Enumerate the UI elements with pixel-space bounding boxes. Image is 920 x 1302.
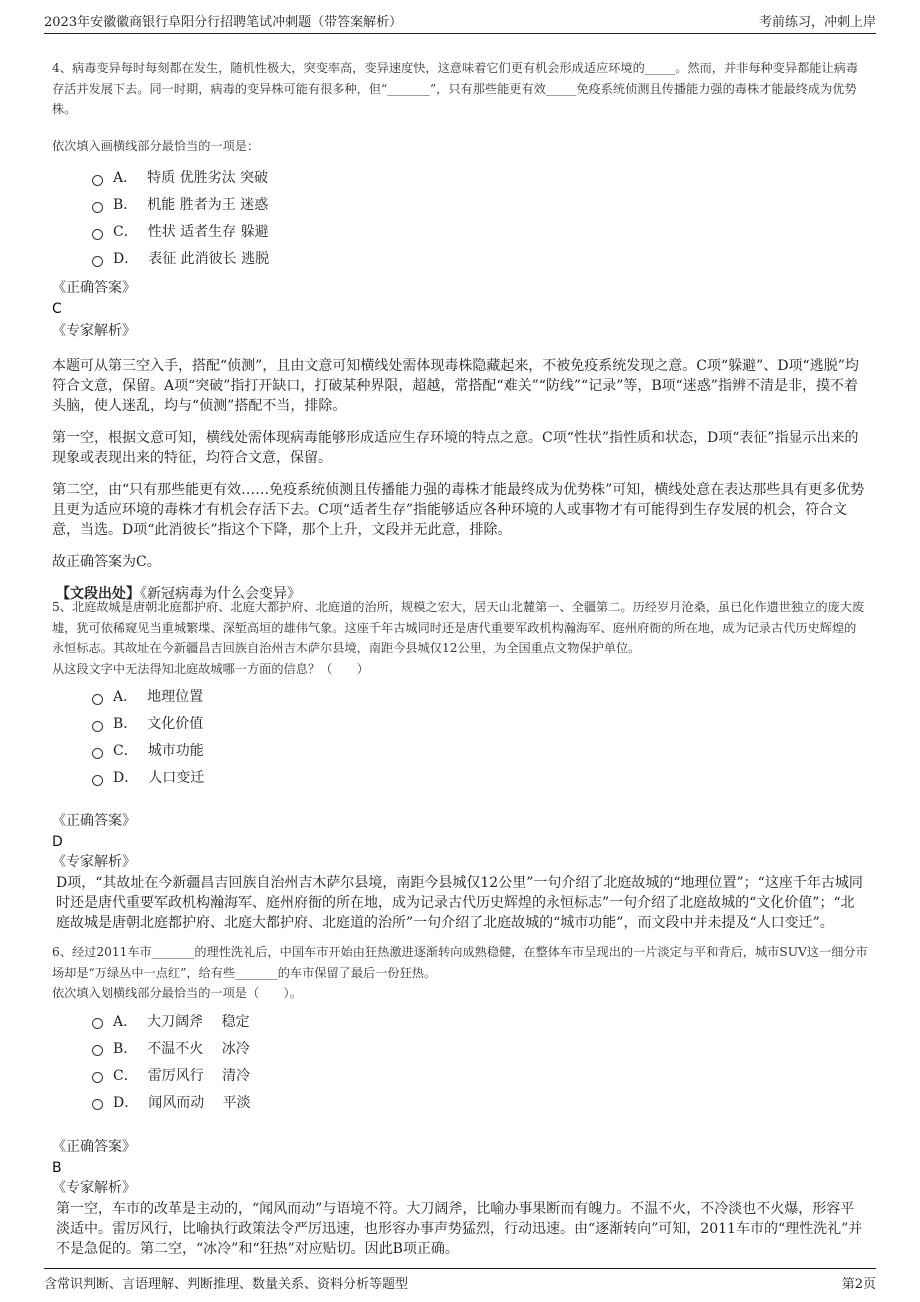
question-stem: 4、病毒变异每时每刻都在发生，随机性极大，突变率高，变异速度快，这意味着它们更有机会形成适应环境的_____。然而，并非每种变异都能让病毒存活并发展下去。同一时期，病毒的变异株可能有很多种，但“_______”，只有那些能更有效_____免疫系统侦测且传播能力强的毒株才能最终成为优势株。 (52, 61, 859, 116)
radio-button-icon[interactable] (92, 1018, 103, 1029)
question-6 (52, 942, 868, 1259)
page-number: 第2页 (841, 1277, 876, 1292)
correct-answer: C (52, 300, 62, 317)
option-d[interactable]: D． 表征 此消彼长 逃脱 (52, 245, 868, 272)
option-a[interactable]: A． 大刀阔斧 稳定 (52, 1007, 868, 1034)
radio-button-icon[interactable] (92, 229, 103, 240)
radio-button-icon[interactable] (92, 748, 103, 759)
source-title: 《新冠病毒为什么会变异》 (140, 585, 301, 602)
option-c[interactable]: C． 雷厉风行 清冷 (52, 1061, 868, 1088)
radio-button-icon[interactable] (92, 694, 103, 705)
option-a[interactable]: A． 特质 优胜劣汰 突破 (52, 164, 868, 191)
explanation-heading: 《专家解析》 (52, 853, 136, 870)
explanation-paragraph: 本题可从第三空入手，搭配“侦测”，且由文意可知横线处需体现毒株隐藏起来，不被免疫系统发现之意。C项“躲避”、D项“逃脱”均符合文意，保留。A项“突破”指打开缺口，打破某种界限，超越，常搭配“难关”“防线”“记录”等，B项“迷惑”指辨不清是非，摸不着头脑，使人迷乱，均与“侦测”搭配不当，排除。 (52, 357, 859, 414)
page-header (44, 8, 876, 34)
page-footer (44, 1268, 876, 1297)
explanation-paragraph: 第一空，车市的改革是主动的，“闻风而动”与语境不符。大刀阔斧，比喻办事果断而有魄力。不温不火，不冷淡也不火爆，形容平淡适中。雷厉风行，比喻执行政策法令严厉迅速，也形容办事声势猛烈，行动迅速。由“逐渐转向”可知，2011车市的“理性洗礼”并不是急促的。第二空，“冰冷”和“狂热”对应贴切。因此B项正确。 (56, 1201, 863, 1257)
question-instruction: 依次填入划横线部分最恰当的一项是（ ）。 (52, 986, 302, 1000)
source-label: 【文段出处】 (56, 585, 140, 602)
option-list (52, 1007, 868, 1115)
option-b[interactable]: B． 机能 胜者为王 迷惑 (52, 191, 868, 218)
option-b[interactable]: B． 不温不火 冰冷 (52, 1034, 868, 1061)
correct-answer: D (52, 833, 63, 850)
radio-button-icon[interactable] (92, 256, 103, 267)
question-instruction: 依次填入画横线部分最恰当的一项是： (52, 138, 260, 153)
radio-button-icon[interactable] (92, 202, 103, 213)
option-a[interactable]: A． 地理位置 (52, 683, 868, 710)
question-stem: 6、经过2011车市_______的理性洗礼后，中国车市开始由狂热激进逐渐转向成熟稳健，在整体车市呈现出的一片淡定与平和背后，城市SUV这一细分市场却是“万绿丛中一点红”，给有些_______的车市保留了最后一份狂热。 (52, 945, 868, 980)
explanation-body (52, 356, 868, 572)
header-title: 2023年安徽徽商银行阜阳分行招聘笔试冲刺题（带答案解析） (44, 15, 403, 30)
explanation-paragraph: 第二空，由“只有那些能更有效……免疫系统侦测且传播能力强的毒株才能最终成为优势株”可知，横线处意在表达那些具有更多优势且更为适应环境的毒株才有机会存活下去。C项“适者生存”指能够适应各种环境的人或事物才有可能得到生存发展的机会，符合文意，当选。D项“此消彼长”指这个下降，那个上升，文段并无此意，排除。 (52, 481, 865, 538)
question-5 (52, 597, 868, 933)
option-b[interactable]: B． 文化价值 (52, 710, 868, 737)
radio-button-icon[interactable] (92, 1072, 103, 1083)
question-instruction: 从这段文字中无法得知北庭故城哪一方面的信息？（ ） (52, 661, 369, 676)
option-d[interactable]: D． 闻风而动 平淡 (52, 1088, 868, 1115)
explanation-paragraph: 第一空，根据文意可知，横线处需体现病毒能够形成适应生存环境的特点之意。C项“性状”指性质和状态，D项“表征”指显示出来的现象或表现出来的特征，均符合文意，保留。 (52, 429, 859, 466)
explanation-paragraph: D项，“其故址在今新疆昌吉回族自治州吉木萨尔县境，南距今县城仅12公里”一句介绍了北庭故城的“地理位置”；“这座千年古城同时还是唐代重要军政机构瀚海军、庭州府衙的所在地，成为记录古代历史辉煌的永恒标志”一句介绍了北庭故城的“文化价值”；“北庭故城是唐朝北庭都护府、北庭大都护府、北庭道的治所”一句介绍了北庭故城的“城市功能”，而文段中并未提及“人口变迁”。 (56, 874, 863, 931)
question-4 (52, 58, 868, 604)
option-c[interactable]: C． 性状 适者生存 躲避 (52, 218, 868, 245)
radio-button-icon[interactable] (92, 775, 103, 786)
footer-topics: 含常识判断、言语理解、判断推理、数量关系、资料分析等题型 (44, 1277, 409, 1292)
answer-heading: 《正确答案》 (52, 812, 136, 829)
option-c[interactable]: C． 城市功能 (52, 737, 868, 764)
correct-answer: B (52, 1160, 62, 1176)
header-slogan: 考前练习，冲刺上岸 (758, 15, 876, 30)
option-list (52, 683, 868, 791)
option-list (52, 164, 868, 272)
answer-heading: 《正确答案》 (52, 279, 136, 296)
radio-button-icon[interactable] (92, 1045, 103, 1056)
answer-heading: 《正确答案》 (52, 1139, 136, 1155)
radio-button-icon[interactable] (92, 1099, 103, 1110)
explanation-heading: 《专家解析》 (52, 322, 136, 339)
question-stem: 5、北庭故城是唐朝北庭都护府、北庭大都护府、北庭道的治所，规模之宏大，居天山北麓第一、全疆第二。历经岁月沧桑，虽已化作遗世独立的庞大废墟，犹可依稀窥见当重城繁堞、深堑高垣的雄伟气象。这座千年古城同时还是唐代重要军政机构瀚海军、庭州府衙的所在地，成为记录古代历史辉煌的永恒标志。其故址在今新疆昌吉回族自治州吉木萨尔县境，南距今县城仅12公里，为全国重点文物保护单位。 (52, 600, 865, 655)
explanation-conclusion: 故正确答案为C。 (52, 553, 161, 570)
explanation-heading: 《专家解析》 (52, 1180, 136, 1196)
option-d[interactable]: D． 人口变迁 (52, 764, 868, 791)
radio-button-icon[interactable] (92, 721, 103, 732)
radio-button-icon[interactable] (92, 175, 103, 186)
